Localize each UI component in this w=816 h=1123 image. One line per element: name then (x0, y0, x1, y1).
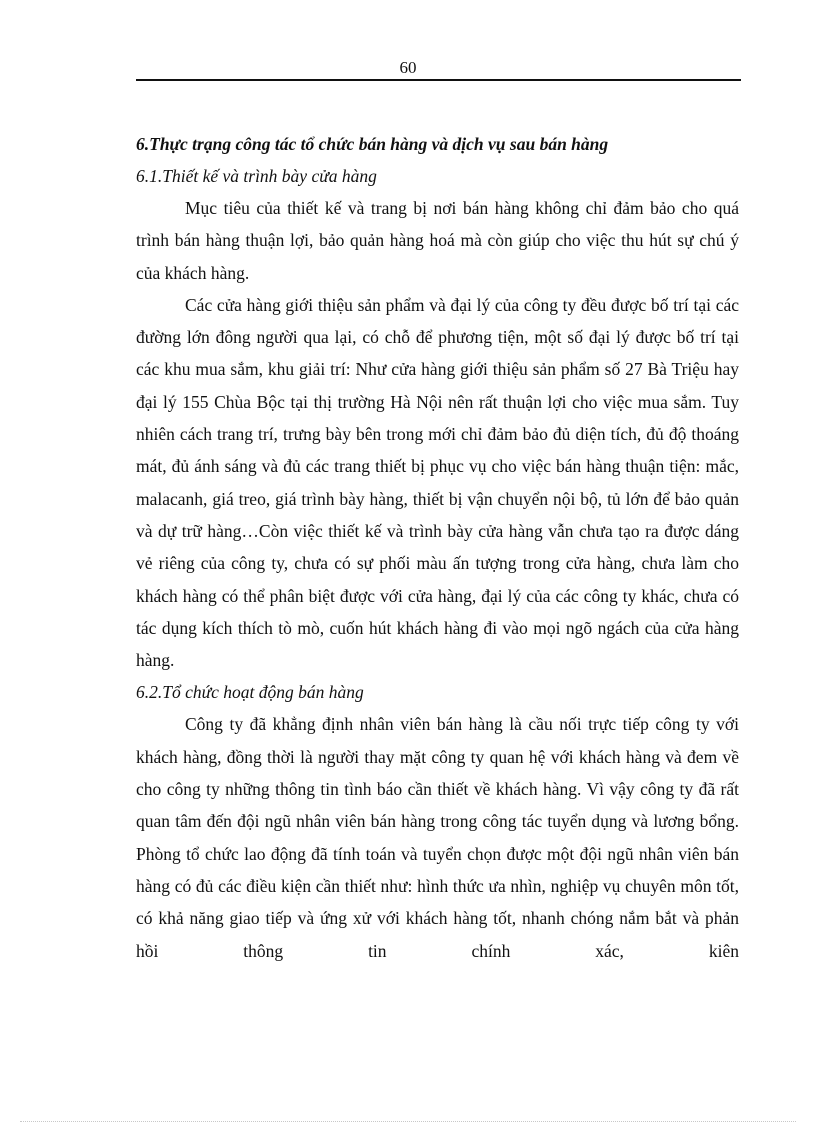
page-number: 60 (399, 58, 417, 77)
document-body (136, 128, 739, 967)
subsection-heading-6-1: 6.1.Thiết kế và trình bày cửa hàng (136, 166, 377, 186)
paragraph: Công ty đã khẳng định nhân viên bán hàng là cầu nối trực tiếp công ty với khách hàng, đồng thời là người thay mặt công ty quan hệ với khách hàng và đem về cho công ty những thông tin tình báo cần thiết về khách hàng. Vì vậy công ty đã rất quan tâm đến đội ngũ nhân viên bán hàng trong công tác tuyển dụng và lương bổng. Phòng tổ chức lao động đã tính toán và tuyển chọn được một đội ngũ nhân viên bán hàng có đủ các điều kiện cần thiết như: hình thức ưa nhìn, nghiệp vụ chuyên môn tốt, có khả năng giao tiếp và ứng xử với khách hàng tốt, nhanh chóng nắm bắt và phản hồi thông tin chính xác, kiên (136, 714, 739, 961)
subsection-heading-6-2: 6.2.Tổ chức hoạt động bán hàng (136, 682, 364, 703)
header-rule (136, 79, 741, 81)
paragraph: Mục tiêu của thiết kế và trang bị nơi bán hàng không chỉ đảm bảo cho quá trình bán hàng thuận lợi, bảo quản hàng hoá mà còn giúp cho việc thu hút sự chú ý của khách hàng. (136, 198, 739, 283)
paragraph: Các cửa hàng giới thiệu sản phẩm và đại lý của công ty đều được bố trí tại các đường lớn đông người qua lại, có chỗ để phương tiện, một số đại lý được bố trí tại các khu mua sắm, khu giải trí: Như cửa hàng giới thiệu sản phẩm số 27 Bà Triệu hay đại lý 155 Chùa Bộc tại thị trường Hà Nội nên rất thuận lợi cho việc mua sắm. Tuy nhiên cách trang trí, trưng bày bên trong mới chỉ đảm bảo đủ diện tích, đủ độ thoáng mát, đủ ánh sáng và đủ các trang thiết bị phục vụ cho việc bán hàng thuận tiện: mắc, malacanh, giá treo, giá trình bày hàng, thiết bị vận chuyển nội bộ, tủ lớn để bảo quản và dự trữ hàng…Còn việc thiết kế và trình bày cửa hàng vẫn chưa tạo ra được dáng vẻ riêng của công ty, chưa có sự phối màu ấn tượng trong cửa hàng, chưa làm cho khách hàng có thể phân biệt được với cửa hàng, đại lý của các công ty khác, chưa có tác dụng kích thích tò mò, cuốn hút khách hàng đi vào mọi ngõ ngách của cửa hàng hàng. (136, 294, 739, 671)
section-heading: 6.Thực trạng công tác tổ chức bán hàng và dịch vụ sau bán hàng (136, 134, 609, 154)
page-bottom-border (20, 1121, 796, 1122)
